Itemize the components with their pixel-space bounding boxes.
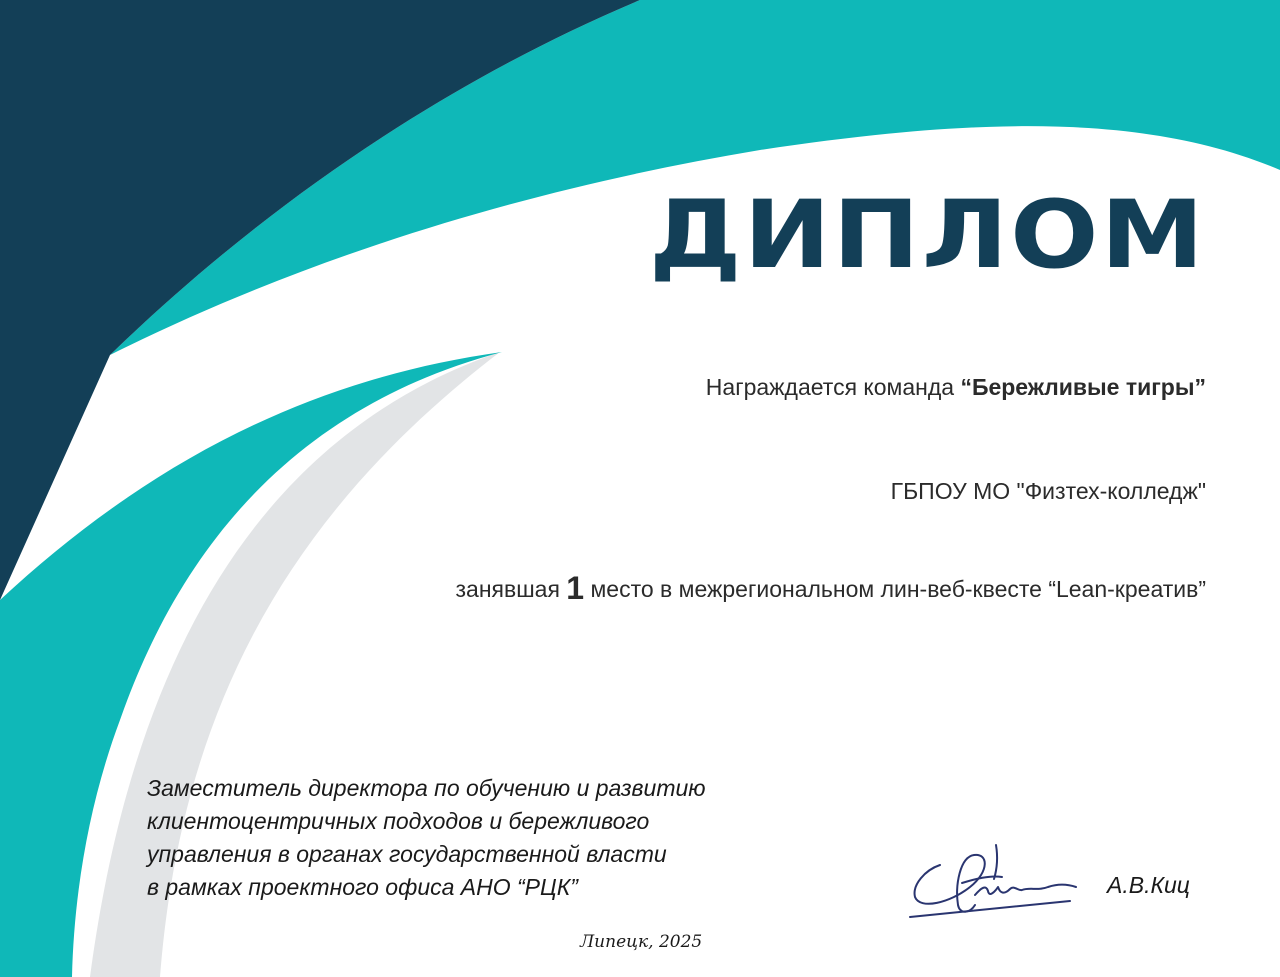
achievement-suffix: место в межрегиональном лин-веб-квесте “Lean-креатив” bbox=[584, 576, 1206, 602]
team-name: “Бережливые тигры” bbox=[960, 374, 1206, 400]
diploma-title: ДИПЛОМ bbox=[649, 179, 1206, 290]
position-line: в рамках проектного офиса АНО “РЦК” bbox=[147, 874, 578, 900]
achievement-prefix: занявшая bbox=[455, 576, 567, 602]
achievement-line bbox=[455, 570, 1206, 607]
place-number: 1 bbox=[566, 570, 585, 606]
place-and-date: Липецк, 2025 bbox=[580, 932, 703, 952]
signatory-name: А.В.Киц bbox=[1107, 872, 1190, 898]
award-intro: Награждается команда bbox=[705, 374, 961, 400]
position-line: управления в органах государственной власти bbox=[147, 841, 667, 867]
signatory-position bbox=[147, 772, 706, 904]
organization-name: ГБПОУ МО "Физтех-колледж" bbox=[890, 478, 1206, 504]
position-line: Заместитель директора по обучению и развитию bbox=[147, 775, 706, 801]
position-line: клиентоцентричных подходов и бережливого bbox=[147, 808, 650, 834]
award-line bbox=[706, 374, 1206, 401]
handwritten-signature bbox=[900, 835, 1085, 930]
